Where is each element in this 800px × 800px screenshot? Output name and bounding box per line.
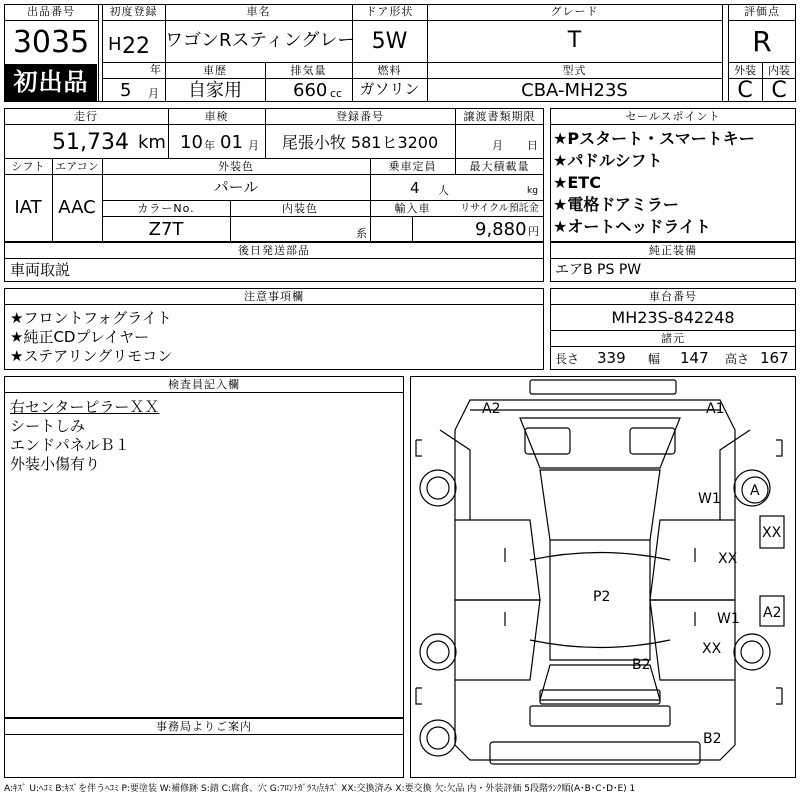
mark-a2-right: A2 [763, 605, 782, 621]
inspector-line: 外装小傷有り [10, 455, 101, 473]
ext-color: パール [213, 178, 259, 196]
capacity-unit: 人 [438, 184, 449, 197]
sales-point-item: ★ETC [553, 173, 601, 192]
reg-no-label: 登録番号 [336, 110, 384, 123]
sales-points-label: セールスポイント [625, 110, 721, 123]
model-label: 型式 [562, 64, 587, 77]
color-no: Z7T [148, 219, 184, 240]
specs-label: 諸元 [661, 332, 685, 345]
mark-w1-upper: W1 [698, 491, 721, 507]
grade: T [567, 28, 582, 53]
mark-b2-mid: B2 [632, 657, 651, 673]
reg-no: 尾張小牧 581ヒ3200 [281, 133, 439, 152]
note-item: ★フロントフォグライト [10, 309, 172, 327]
shift-label: シフト [11, 160, 45, 173]
history-label: 車歴 [203, 64, 227, 77]
capacity-label: 乗車定員 [388, 160, 437, 173]
eval-label: 評価点 [744, 5, 780, 18]
transfer-label: 譲渡書類期限 [463, 110, 536, 123]
ext-color-label: 外装色 [218, 160, 254, 173]
inspection-month-unit: 月 [248, 139, 259, 152]
displacement-label: 排気量 [290, 64, 327, 77]
office-label: 事務局よりご案内 [156, 720, 252, 733]
height-value: 167 [760, 349, 789, 367]
inspection-month: 01 [220, 132, 243, 153]
mark-a1-top: A1 [706, 401, 725, 417]
sales-point-item: ★Pスタート・スマートキー [553, 129, 755, 148]
reg-year-unit: 年 [150, 63, 161, 76]
sales-point-item: ★オートヘッドライト [553, 217, 711, 236]
fuel: ガソリン [359, 80, 420, 98]
notes-label: 注意事項欄 [244, 290, 304, 303]
lot-no-label: 出品番号 [27, 5, 75, 18]
mark-w1-lower: W1 [717, 611, 740, 627]
car-name-label: 車名 [246, 5, 271, 18]
mark-xx-right: XX [762, 525, 782, 541]
max-load-label: 最大積載量 [469, 160, 530, 173]
history: 自家用 [188, 80, 242, 101]
width-label: 幅 [648, 352, 661, 366]
import-label: 輸入車 [394, 202, 431, 215]
legend: A:ｷｽﾞ U:ﾍｺﾐ B:ｷｽﾞを伴うﾍｺﾐ P:要塗装 W:補修跡 S:錆 C:腐食、穴 G:ﾌﾛﾝﾄｶﾞﾗｽ点ｷｽﾞ XX:交換済み X:要交換 欠:欠品 内・外装評価 5段階ﾗﾝｸ順(A･B･C･D･E) 1 [4, 784, 636, 794]
mark-xx-lower: XX [702, 641, 722, 657]
note-item: ★純正CDプレイヤー [10, 328, 150, 346]
capacity: 4 [410, 179, 420, 197]
ac: AAC [58, 197, 96, 218]
chassis-number: MH23S-842248 [611, 308, 735, 327]
inspector-line: エンドパネルＢ１ [10, 436, 130, 454]
genuine-label: 純正装備 [649, 244, 697, 257]
inspector-line: シートしみ [10, 417, 86, 435]
mark-p2: P2 [593, 589, 611, 605]
mark-xx-mid: XX [718, 551, 738, 567]
first-listing-badge: 初出品 [5, 64, 97, 101]
sales-point-item: ★電格ドアミラー [553, 195, 679, 214]
later-parts-label: 後日発送部品 [238, 244, 310, 257]
lot-no: 3035 [12, 25, 90, 60]
interior-score: C [771, 78, 787, 103]
inspection-year-unit: 年 [204, 139, 215, 152]
mark-a2-top: A2 [482, 401, 501, 417]
grade-label: グレード [550, 5, 599, 18]
sales-point-item: ★パドルシフト [553, 151, 663, 170]
genuine-text: エアB PS PW [555, 262, 642, 278]
later-parts-text: 車両取説 [10, 261, 71, 279]
inspection-label: 車検 [204, 110, 229, 123]
door: 5W [371, 29, 408, 54]
int-color-unit: 系 [356, 227, 367, 240]
width-value: 147 [680, 349, 709, 367]
ac-label: エアコン [55, 160, 99, 173]
inspector-line: 右センターピラーＸＸ [10, 398, 160, 416]
eval-score: R [752, 25, 772, 58]
note-item: ★ステアリングリモコン [10, 347, 173, 365]
reg-month: 5 [120, 80, 132, 101]
length-label: 長さ [555, 352, 580, 366]
length-value: 339 [597, 349, 626, 367]
displacement: 660 [293, 80, 328, 101]
inspector-label: 検査員記入欄 [168, 378, 240, 391]
door-label: ドア形状 [365, 5, 414, 18]
mark-a-right: A [750, 483, 760, 499]
reg-year: 22 [122, 34, 150, 59]
fuel-label: 燃料 [377, 64, 402, 77]
displacement-unit: cc [330, 87, 343, 100]
recycle-label: リサイクル預託金 [460, 203, 539, 214]
height-label: 高さ [725, 352, 750, 366]
exterior-label: 外装 [734, 64, 756, 77]
transfer-month: 月 [492, 139, 503, 152]
mileage: 51,734 [52, 130, 129, 155]
reg-era: H [108, 34, 122, 55]
interior-label: 内装 [768, 64, 790, 77]
first-reg-label: 初度登録 [109, 5, 158, 18]
recycle-fee: 9,880 [475, 219, 527, 240]
model: CBA-MH23S [521, 80, 628, 101]
transfer-day: 日 [527, 139, 538, 152]
mileage-label: 走行 [74, 110, 98, 123]
inspection-year: 10 [180, 132, 203, 153]
mileage-unit: km [138, 132, 166, 153]
color-no-label: カラーNo. [137, 202, 195, 215]
chassis-label: 車台番号 [649, 290, 697, 303]
shift: IAT [14, 197, 42, 218]
reg-month-unit: 月 [148, 87, 159, 100]
int-color-label: 内装色 [282, 202, 318, 215]
max-load-unit: kg [527, 186, 538, 196]
mark-b2-bottom: B2 [703, 731, 722, 747]
car-name: ワゴンRスティングレー [165, 30, 356, 51]
recycle-unit: 円 [528, 225, 539, 238]
exterior-score: C [737, 78, 753, 103]
